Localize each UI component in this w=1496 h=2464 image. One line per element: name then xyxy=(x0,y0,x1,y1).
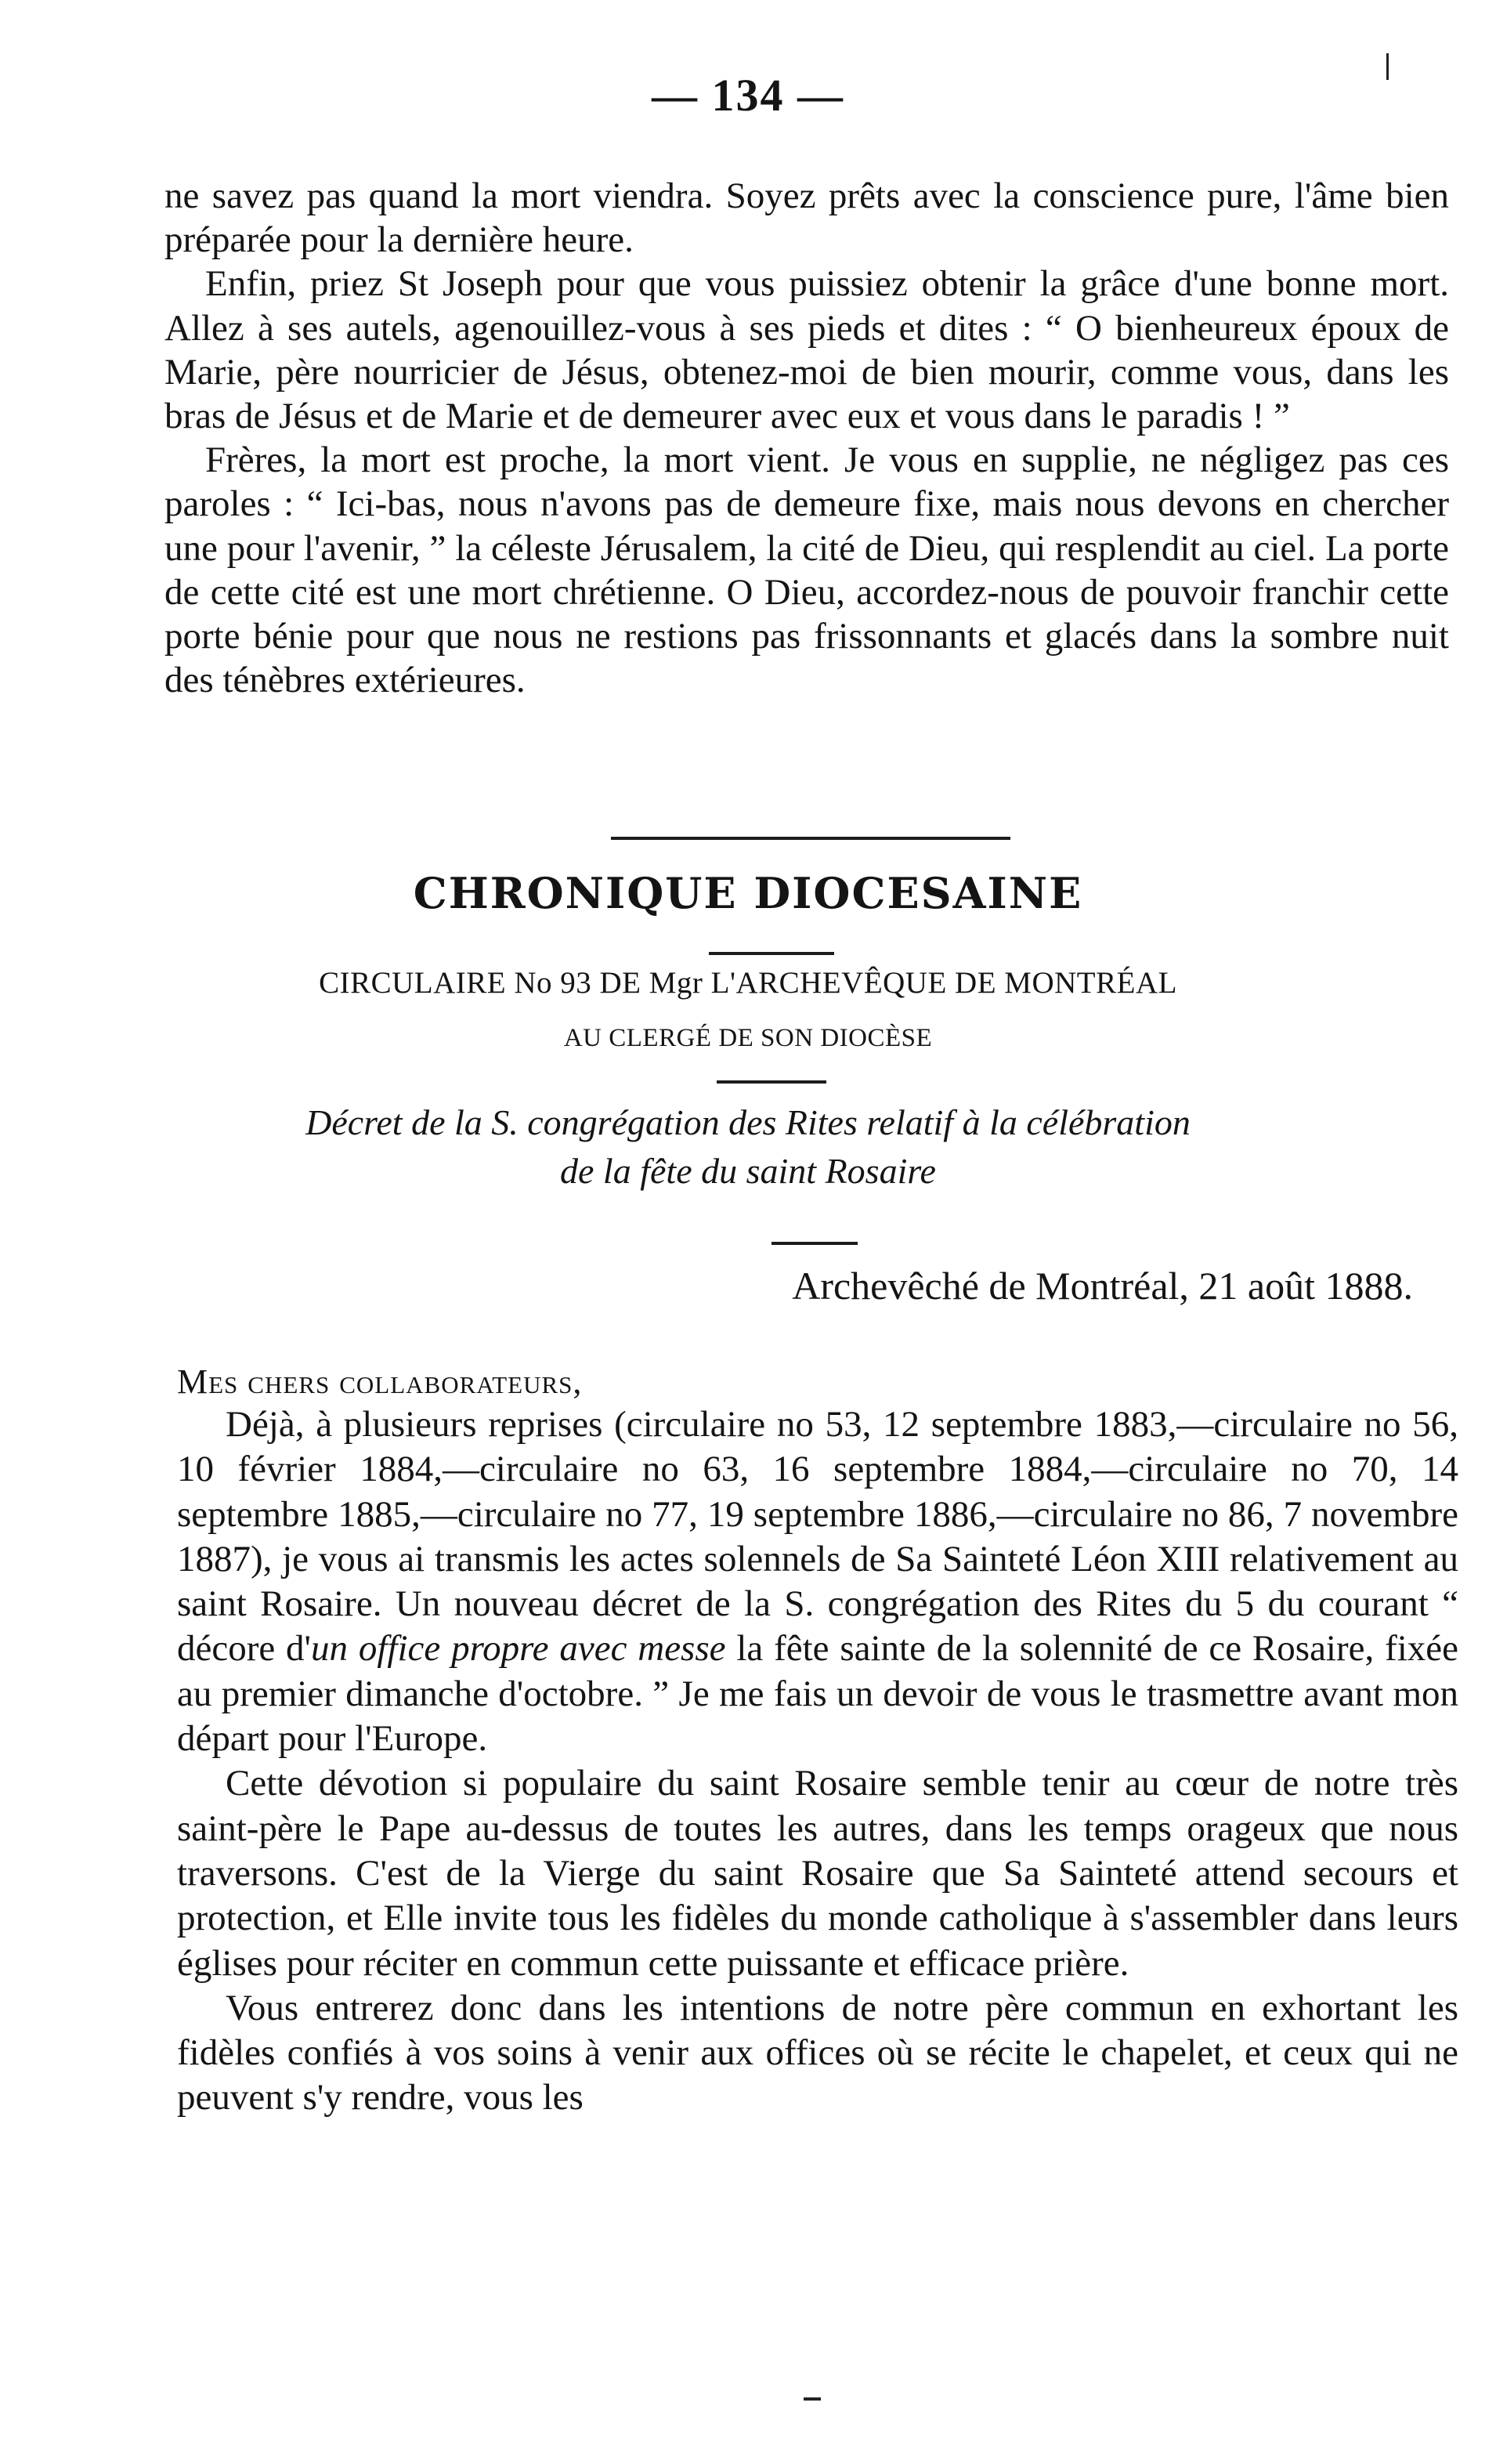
margin-mark xyxy=(1386,53,1389,80)
paragraph-saint-joseph: Enfin, priez St Joseph pour que vous puissiez obtenir la grâce d'une bonne mort. Allez à ses autels, agenouillez-vous à ses pieds et dites : “ O bienheureux époux de Marie, père nourricier de Jésus, obtenez-moi de bien mourir, comme vous, dans les bras de Jésus et de Marie et de demeurer avec eux et vous dans le paradis ! ” xyxy=(164,263,1449,437)
salutation: Mes chers collaborateurs, xyxy=(177,1362,583,1401)
subheading-divider-rule xyxy=(717,1080,826,1084)
paragraph-previous-circulars-part2: la fête sainte de la solennité de ce Rosaire, fixée au premier dimanche d'octobre. ” Je me fais un devoir de vous le trasmettre avant mon départ pour l'Europe. xyxy=(177,1628,1458,1760)
section-divider-rule xyxy=(611,837,1010,840)
paragraph-death-near: Frères, la mort est proche, la mort vient. Je vous en supplie, ne négligez pas ces paroles : “ Ici-bas, nous n'avons pas de demeure fixe, mais nous devons en chercher une pour l'avenir, ” la céleste Jérusalem, la cité de Dieu, qui resplendit au ciel. La porte de cette cité est une mort chrétienne. O Dieu, accordez-nous de pouvoir franchir cette porte bénie pour que nous ne restions pas frissonnants et glacés dans la sombre nuit des ténèbres extérieures. xyxy=(164,440,1449,701)
bottom-mark xyxy=(804,2397,821,2401)
paragraph-continued: ne savez pas quand la mort viendra. Soyez prêts avec la conscience pure, l'âme bien préparée pour la dernière heure. xyxy=(164,175,1449,261)
decree-heading xyxy=(235,1098,1261,1196)
paragraph-exhortation: Vous entrerez donc dans les intentions de notre père commun en exhortant les fidèles confiés à vos soins à venir aux offices où se récite le chapelet, et ceux qui ne peuvent s'y rendre, vous les xyxy=(177,1987,1458,2118)
paragraph-previous-circulars xyxy=(177,1402,1458,1761)
office-propre-italic: un office propre avec messe xyxy=(311,1628,726,1670)
paragraph-previous-circulars-part1: Déjà, à plusieurs reprises (circulaire no 53, 12 septembre 1883,—circulaire no 56, 10 février 1884,—circulaire no 63, 16 septembre 1884,—circulaire no 70, 14 septembre 1885,—circulaire no 77, 19 septembre 1886,—circulaire no 86, 7 novembre 1887), je vous ai transmis les actes solennels de Sa Sainteté Léon XIII relativement au saint Rosaire. Un nouveau décret de la S. congrégation des Rites du 5 du courant “ décore d' xyxy=(177,1404,1458,1670)
paragraph-rosary-devotion: Cette dévotion si populaire du saint Rosaire semble tenir au cœur de notre très saint-père le Pape au-dessus de toutes les autres, dans les temps orageux que nous traversons. C'est de la Vierge du saint Rosaire que Sa Sainteté attend secours et protection, et Elle invite tous les fidèles du monde catholique à s'assembler dans leurs églises pour réciter en commun cette puissante et efficace prière. xyxy=(177,1763,1458,1984)
decree-heading-line1: Décret de la S. congrégation des Rites relatif à la célébration xyxy=(305,1102,1191,1142)
page-number: — 134 — xyxy=(652,70,844,121)
decree-divider-rule xyxy=(771,1242,858,1245)
title-divider-rule xyxy=(709,952,834,955)
dateline: Archevêché de Montréal, 21 août 1888. xyxy=(792,1264,1413,1308)
decree-heading-line2: de la fête du saint Rosaire xyxy=(560,1151,936,1191)
letter-body xyxy=(177,1402,1458,2121)
circular-heading: CIRCULAIRE No 93 DE Mgr L'ARCHEVÊQUE DE MONTRÉAL xyxy=(319,966,1177,1000)
section-title: CHRONIQUE DIOCESAINE xyxy=(413,868,1083,918)
circular-subheading: AU CLERGÉ DE SON DIOCÈSE xyxy=(563,1024,933,1052)
top-text-block xyxy=(164,174,1449,702)
